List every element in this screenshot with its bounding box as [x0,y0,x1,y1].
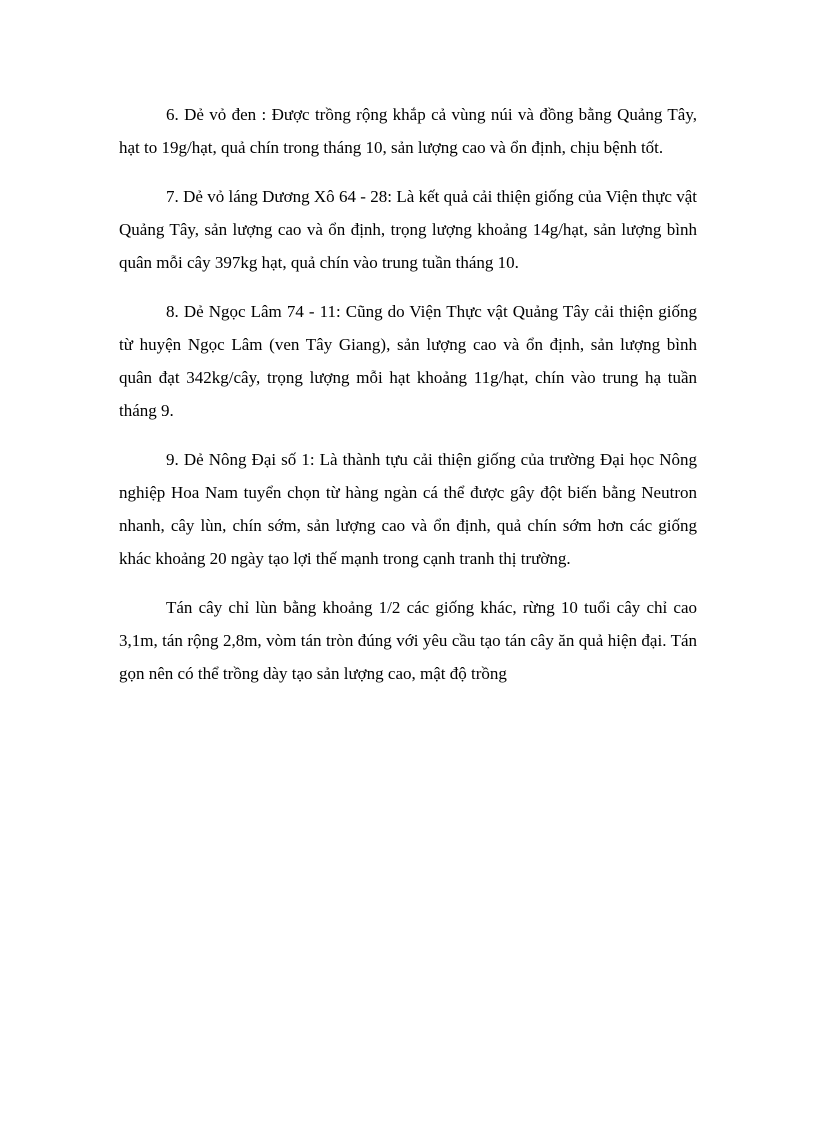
paragraph-variety-9: 9. Dẻ Nông Đại số 1: Là thành tựu cải thiện giống của trường Đại học Nông nghiệp Hoa Nam tuyển chọn từ hàng ngàn cá thể được gây đột biến bằng Neutron nhanh, cây lùn, chín sớm, sản lượng cao và ổn định, quả chín sớm hơn các giống khác khoảng 20 ngày tạo lợi thế mạnh trong cạnh tranh thị trường. [119,450,697,568]
paragraph-variety-7: 7. Dẻ vỏ láng Dương Xô 64 - 28: Là kết quả cải thiện giống của Viện thực vật Quảng Tây, sản lượng cao và ổn định, trọng lượng khoảng 14g/hạt, sản lượng bình quân mỗi cây 397kg hạt, quả chín vào trung tuần tháng 10. [119,187,697,272]
paragraph-canopy: Tán cây chỉ lùn bằng khoảng 1/2 các giống khác, rừng 10 tuổi cây chỉ cao 3,1m, tán rộng 2,8m, vòm tán tròn đúng với yêu cầu tạo tán cây ăn quả hiện đại. Tán gọn nên có thể trồng dày tạo sản lượng cao, mật độ trồng [119,598,697,683]
paragraph-variety-6: 6. Dẻ vỏ đen : Được trồng rộng khắp cả vùng núi và đồng bằng Quảng Tây, hạt to 19g/hạt, quả chín trong tháng 10, sản lượng cao và ổn định, chịu bệnh tốt. [119,105,697,157]
document-page [119,98,697,690]
paragraph-variety-8: 8. Dẻ Ngọc Lâm 74 - 11: Cũng do Viện Thực vật Quảng Tây cải thiện giống từ huyện Ngọc Lâm (ven Tây Giang), sản lượng cao và ổn định, sản lượng bình quân đạt 342kg/cây, trọng lượng mỗi hạt khoảng 11g/hạt, chín vào trung hạ tuần tháng 9. [119,302,697,420]
